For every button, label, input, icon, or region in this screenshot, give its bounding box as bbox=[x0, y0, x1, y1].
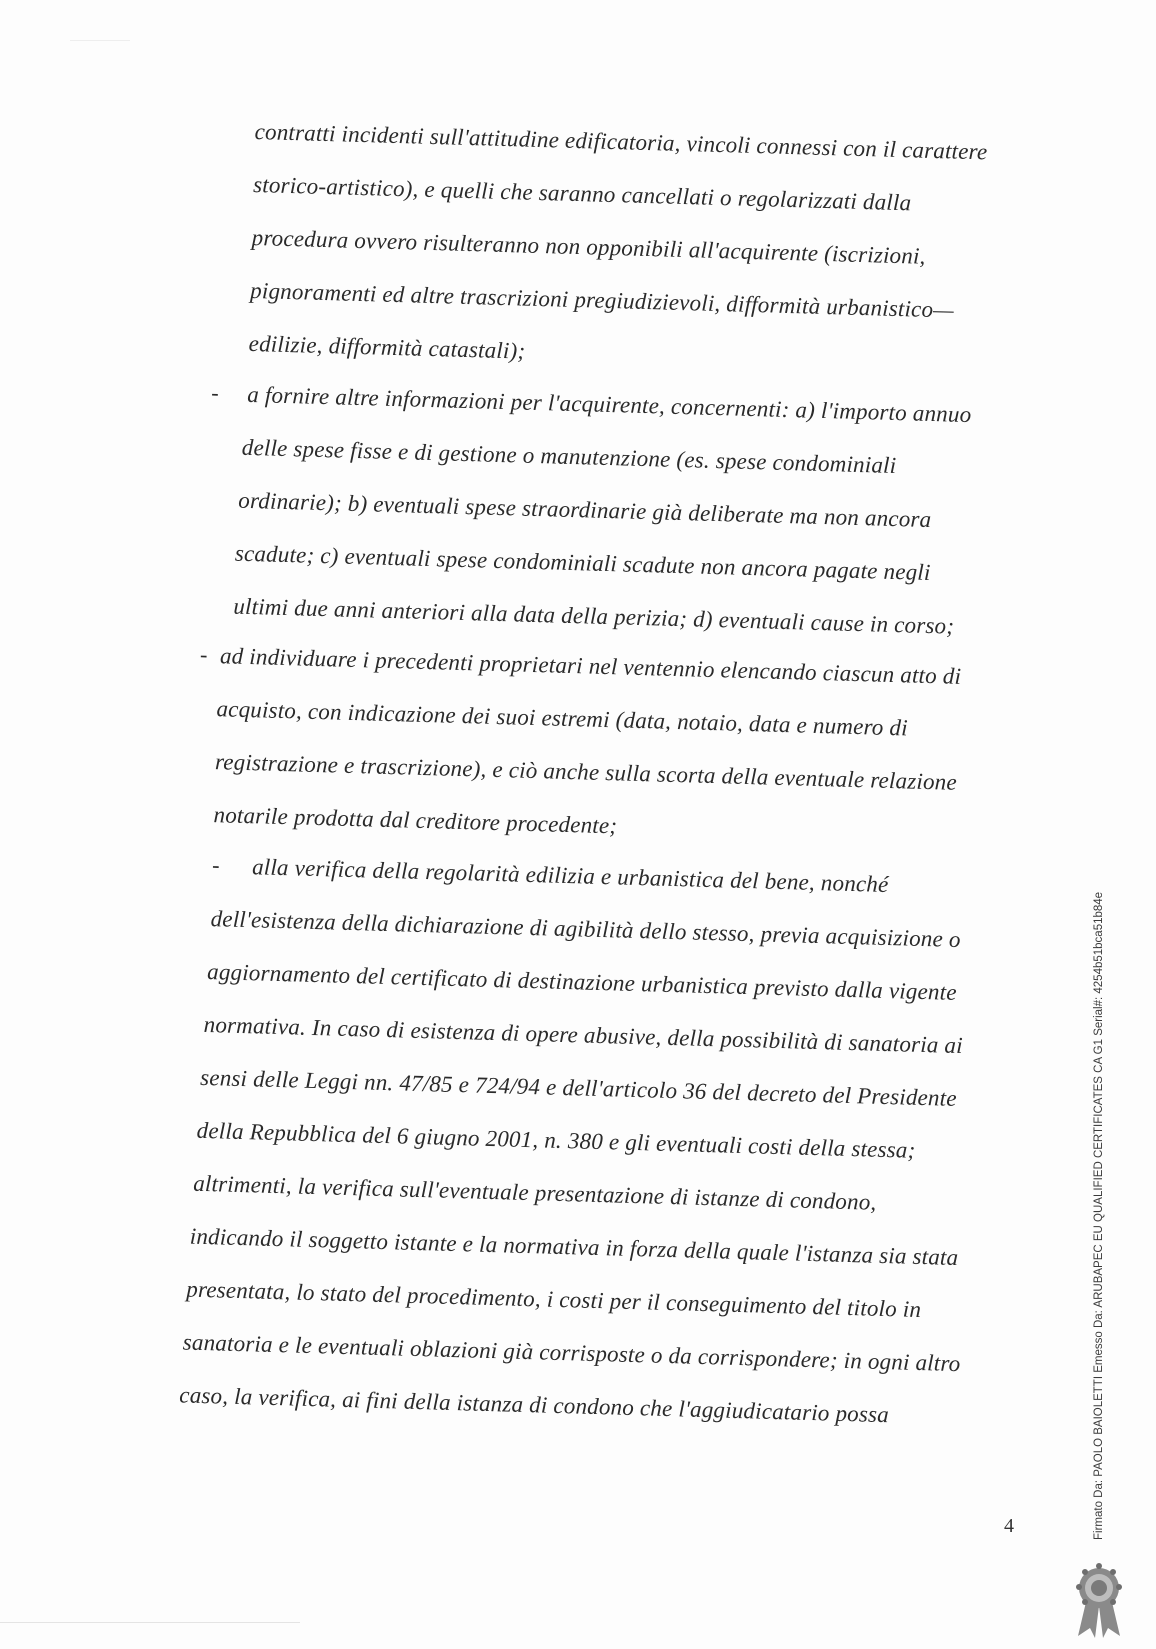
text-line: scadute; c) eventuali spese condominiali scadute non ancora pagate negli bbox=[234, 540, 931, 586]
text-line: contratti incidenti sull'attitudine edificatoria, vincoli connessi con il carattere bbox=[254, 119, 988, 165]
bullet-dash: - bbox=[211, 379, 220, 406]
text-line: pignoramenti ed altre trascrizioni pregiudizievoli, difformità urbanistico— bbox=[249, 277, 955, 323]
text-line: della Repubblica del 6 giugno 2001, n. 380 e gli eventuali costi della stessa; bbox=[196, 1117, 916, 1163]
text-line: aggiornamento del certificato di destinazione urbanistica previsto dalla vigente bbox=[206, 959, 958, 1005]
document-body bbox=[179, 119, 1045, 1428]
text-line: indicando il soggetto istante e la normativa in forza della quale l'istanza sia stata bbox=[189, 1223, 959, 1271]
text-line: a fornire altre informazioni per l'acquirente, concernenti: a) l'importo annuo bbox=[246, 381, 972, 428]
bullet-dash: - bbox=[211, 852, 220, 878]
text-line: acquisto, con indicazione dei suoi estremi (data, notaio, data e numero di bbox=[216, 696, 909, 741]
text-line: storico-artistico), e quelli che saranno cancellati o regolarizzati dalla bbox=[252, 171, 912, 216]
text-line: altrimenti, la verifica sull'eventuale presentazione di istanze di condono, bbox=[192, 1170, 877, 1215]
bullet-dash: - bbox=[199, 641, 208, 667]
text-line: ad individuare i precedenti proprietari nel ventennio elencando ciascun atto di bbox=[219, 643, 962, 689]
scan-artifact bbox=[0, 1622, 300, 1623]
text-line: dell'esistenza della dichiarazione di agibilità dello stesso, previa acquisizione o bbox=[210, 906, 961, 953]
text-line: ordinarie); b) eventuali spese straordinarie già deliberate ma non ancora bbox=[238, 487, 932, 533]
seal-icon bbox=[1068, 1560, 1130, 1640]
text-line: procedura ovvero risulteranno non opponibili all'acquirente (iscrizioni, bbox=[251, 224, 926, 269]
text-line: edilizie, difformità catastali); bbox=[248, 330, 526, 364]
text-line: ultimi due anni anteriori alla data della perizia; d) eventuali cause in corso; bbox=[233, 593, 955, 639]
text-line: presentata, lo stato del procedimento, i costi per il conseguimento del titolo in bbox=[185, 1276, 922, 1323]
scan-artifact bbox=[70, 40, 130, 41]
text-line: notarile prodotta dal creditore procedente; bbox=[213, 802, 618, 839]
text-line: normativa. In caso di esistenza di opere abusive, della possibilità di sanatoria ai bbox=[203, 1011, 964, 1059]
digital-signature-stamp: Firmato Da: PAOLO BAIOLETTI Emesso Da: ARUBAPEC EU QUALIFIED CERTIFICATES CA G1 Serial#: 4254b51bca51b84e bbox=[1093, 891, 1105, 1540]
text-line: sensi delle Leggi nn. 47/85 e 724/94 e dell'articolo 36 del decreto del Presidente bbox=[199, 1064, 958, 1111]
text-line: registrazione e trascrizione), e ciò anche sulla scorta della eventuale relazione bbox=[214, 749, 958, 795]
page-number: 4 bbox=[1004, 1515, 1014, 1537]
text-line: caso, la verifica, ai fini della istanza di condono che l'aggiudicatario possa bbox=[179, 1382, 890, 1428]
text-line: delle spese fisse e di gestione o manutenzione (es. spese condominiali bbox=[241, 434, 897, 479]
text-line: sanatoria e le eventuali oblazioni già corrisposte o da corrispondere; in ogni altro bbox=[182, 1329, 961, 1377]
text-line: alla verifica della regolarità edilizia e urbanistica del bene, nonché bbox=[251, 854, 889, 897]
